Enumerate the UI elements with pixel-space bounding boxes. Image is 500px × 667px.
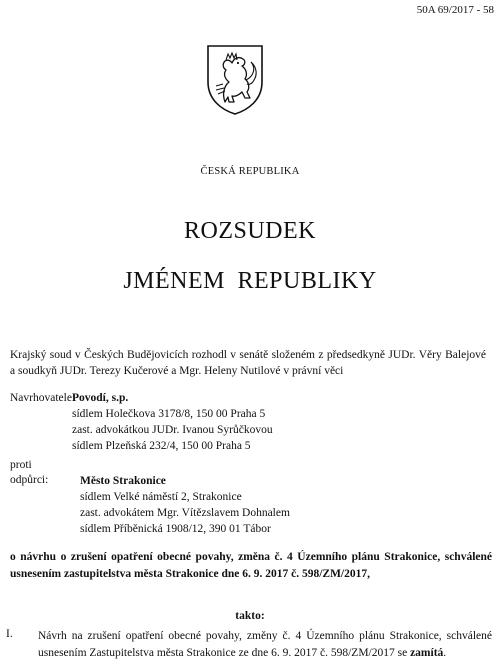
case-reference: 50A 69/2017 - 58	[416, 4, 494, 16]
plaintiff-attorney: zast. advokátkou JUDr. Ivanou Syrůčkovou	[72, 424, 273, 436]
intro-paragraph: Krajský soud v Českých Budějovicích rozhodl v senátě složeném z předsedkyně JUDr. Věry Balejové a soudkyň JUDr. Terezy Kučerové a Mgr. Heleny Nutilové v právní věci	[10, 349, 486, 377]
verdict-number: I.	[6, 628, 13, 640]
defendant-label: odpůrci:	[10, 474, 49, 486]
plaintiff-name: Povodí, s.p.	[72, 392, 129, 404]
country-heading: ČESKÁ REPUBLIKA	[200, 166, 300, 177]
defendant-attorney: zast. advokátem Mgr. Vítězslavem Dohnalem	[80, 507, 290, 519]
plaintiff-address: sídlem Holečkova 3178/8, 150 00 Praha 5	[72, 408, 266, 420]
defendant-name: Město Strakonice	[80, 475, 166, 487]
document-subtitle: JMÉNEM REPUBLIKY	[123, 268, 377, 294]
czech-lion-coat-of-arms-icon	[204, 42, 266, 116]
takto-heading: takto:	[235, 610, 265, 622]
verdict-paragraph	[38, 628, 492, 662]
verdict-text: Návrh na zrušení opatření obecné povahy, změny č. 4 Územního plánu Strakonice, schválené usnesením Zastupitelstva města Strakonice ze dne 6. 9. 2017 č. 598/ZM/2017 se	[38, 630, 492, 659]
document-title: ROZSUDEK	[183, 218, 316, 244]
subject-paragraph: o návrhu o zrušení opatření obecné povahy, změna č. 4 Územního plánu Strakonice, schválené usnesením zastupitelstva města Strakonice dne 6. 9. 2017 č. 598/ZM/2017,	[10, 551, 492, 580]
plaintiff-label: Navrhovatele:	[10, 392, 76, 404]
defendant-label-against: proti	[10, 459, 32, 471]
verdict-emphasis: zamítá	[410, 647, 444, 659]
defendant-address: sídlem Velké náměstí 2, Strakonice	[80, 491, 242, 503]
plaintiff-attorney-address: sídlem Plzeňská 232/4, 150 00 Praha 5	[72, 440, 251, 452]
defendant-attorney-address: sídlem Příběnická 1908/12, 390 01 Tábor	[80, 523, 271, 535]
verdict-end: .	[443, 647, 447, 659]
